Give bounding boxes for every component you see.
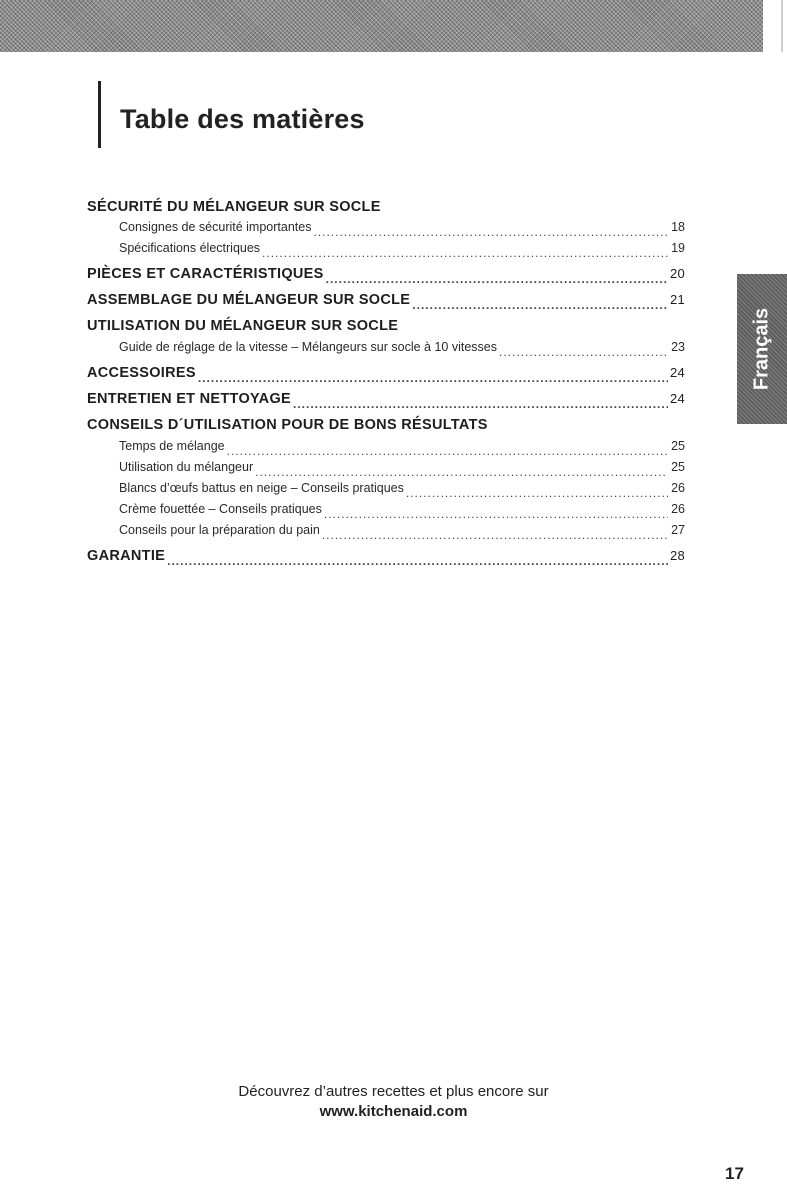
toc-section-entry[interactable] [87,263,685,285]
toc-entry[interactable] [87,337,685,358]
toc-section-heading [87,315,685,337]
page-number: 17 [725,1164,744,1183]
dot-leader [227,445,668,457]
toc-page-number: 25 [671,439,685,453]
toc-section-title: PIÈCES ET CARACTÉRISTIQUES [87,266,324,282]
toc-page-number: 28 [669,548,685,563]
header-pattern-bar [0,0,763,52]
toc-section-entry[interactable] [87,388,685,410]
page-title: Table des matières [120,104,365,134]
toc-page-number: 18 [671,220,685,234]
toc-section-entry[interactable] [87,362,685,384]
language-tab [737,274,787,424]
toc-entry-label: Temps de mélange [119,439,225,453]
toc-entry[interactable] [87,238,685,259]
toc-section-title: SÉCURITÉ DU MÉLANGEUR SUR SOCLE [87,199,381,215]
language-tab-label: Français [750,307,773,391]
toc-entry-label: Conseils pour la préparation du pain [119,523,320,537]
toc-section-heading [87,197,685,217]
dot-leader [412,299,668,311]
dot-leader [255,466,668,478]
toc-section-title: ASSEMBLAGE DU MÉLANGEUR SUR SOCLE [87,292,411,308]
toc-page-number: 19 [671,241,685,255]
toc-page-number: 24 [669,365,685,380]
toc-page-number: 27 [671,523,685,537]
title-vertical-rule [98,81,101,148]
toc-section-heading [87,414,685,436]
table-of-contents [87,197,685,567]
dot-leader [167,555,668,567]
toc-entry-label: Crème fouettée – Conseils pratiques [119,502,322,516]
dot-leader [326,273,668,285]
toc-entry[interactable] [87,436,685,457]
toc-entry-label: Blancs d’œufs battus en neige – Conseils pratiques [119,481,404,495]
toc-entry-label: Utilisation du mélangeur [119,460,254,474]
toc-section-title: ACCESSOIRES [87,365,196,381]
toc-entry[interactable] [87,499,685,520]
toc-page-number: 26 [671,481,685,495]
toc-entry-label: Spécifications électriques [119,241,261,255]
toc-entry[interactable] [87,478,685,499]
toc-section-title: CONSEILS D´UTILISATION POUR DE BONS RÉSULTATS [87,417,488,433]
dot-leader [322,529,668,541]
toc-entry[interactable] [87,217,685,238]
toc-section-entry[interactable] [87,545,685,567]
toc-page-number: 20 [669,266,685,281]
dot-leader [499,346,668,358]
toc-page-number: 23 [671,340,685,354]
dot-leader [313,226,668,238]
dot-leader [262,247,668,259]
dot-leader [324,508,668,520]
toc-entry-label: Guide de réglage de la vitesse – Mélangeurs sur socle à 10 vitesses [119,340,497,354]
toc-entry-label: Consignes de sécurité importantes [119,220,312,234]
header-edge-line [781,0,783,52]
dot-leader [198,372,668,384]
footer-website-link[interactable]: www.kitchenaid.com [319,1103,468,1120]
toc-section-title: GARANTIE [87,548,166,564]
toc-page-number: 26 [671,502,685,516]
footer-text: Découvrez d’autres recettes et plus encore sur [238,1083,549,1100]
dot-leader [293,398,668,410]
toc-page-number: 25 [671,460,685,474]
toc-section-entry[interactable] [87,289,685,311]
dot-leader [406,487,668,499]
toc-page-number: 24 [669,391,685,406]
toc-entry[interactable] [87,457,685,478]
toc-section-title: UTILISATION DU MÉLANGEUR SUR SOCLE [87,318,399,334]
toc-section-title: ENTRETIEN ET NETTOYAGE [87,391,291,407]
toc-entry[interactable] [87,520,685,541]
toc-page-number: 21 [669,292,685,307]
